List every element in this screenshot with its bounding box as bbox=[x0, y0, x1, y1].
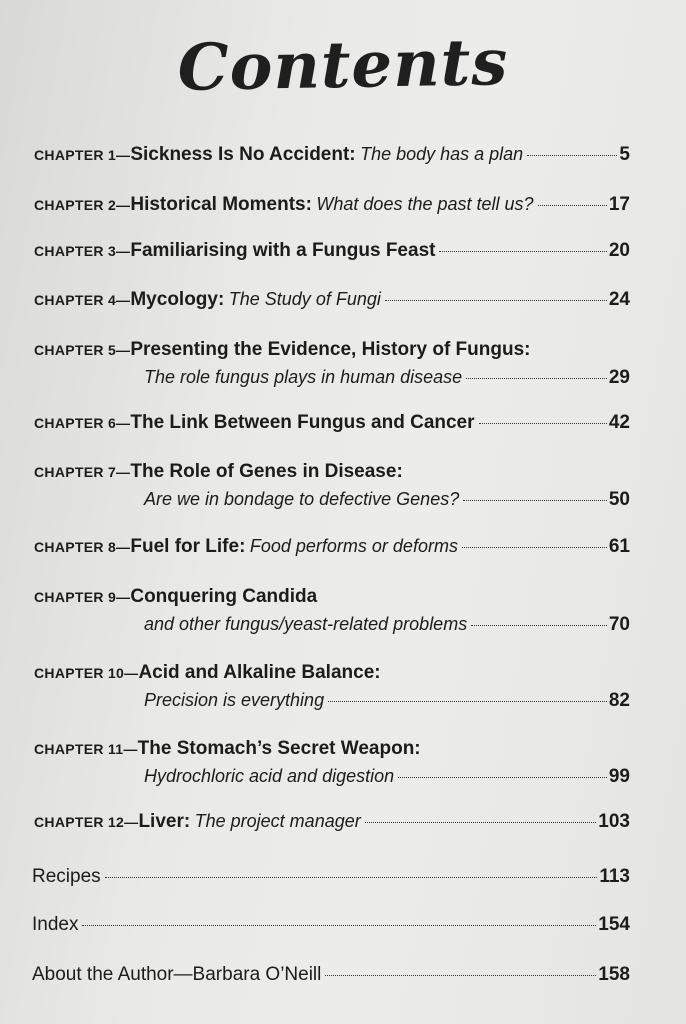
chapter-subtitle: Are we in bondage to defective Genes? bbox=[144, 489, 460, 509]
chapter-subtitle: What does the past tell us? bbox=[316, 194, 534, 214]
dot-leader bbox=[471, 625, 607, 626]
dot-leader bbox=[466, 378, 607, 379]
chapter-subtitle: The Study of Fungi bbox=[228, 289, 381, 309]
dot-leader bbox=[365, 822, 597, 823]
page-number: 82 bbox=[608, 690, 630, 711]
page-number: 29 bbox=[608, 367, 630, 388]
chapter-number: CHAPTER 4— bbox=[34, 292, 131, 308]
chapter-subtitle: The project manager bbox=[194, 811, 361, 831]
chapter-subtitle: The role fungus plays in human disease bbox=[144, 367, 463, 387]
toc-entry-chapter-10[interactable] bbox=[34, 662, 630, 718]
chapter-number: CHAPTER 10— bbox=[34, 665, 139, 681]
chapter-subtitle: Hydrochloric acid and digestion bbox=[144, 766, 395, 786]
toc-entry-chapter-5[interactable] bbox=[34, 339, 630, 395]
chapter-number: CHAPTER 7— bbox=[34, 464, 131, 480]
chapter-number: CHAPTER 3— bbox=[34, 243, 131, 259]
page-number: 50 bbox=[608, 489, 630, 510]
chapter-subtitle: and other fungus/yeast-related problems bbox=[144, 614, 468, 634]
chapter-heading: Mycology: bbox=[130, 289, 225, 310]
page-number: 99 bbox=[608, 766, 630, 787]
chapter-heading: Sickness Is No Accident: bbox=[130, 144, 356, 165]
toc-entry-chapter-8[interactable] bbox=[34, 536, 630, 564]
chapter-heading: Liver: bbox=[138, 811, 191, 832]
dot-leader bbox=[479, 423, 607, 424]
chapter-heading: The Role of Genes in Disease: bbox=[130, 461, 403, 482]
page-number: 154 bbox=[598, 914, 630, 935]
chapter-heading: The Link Between Fungus and Cancer bbox=[130, 412, 475, 433]
chapter-number: CHAPTER 12— bbox=[34, 814, 139, 830]
page-number: 24 bbox=[608, 289, 630, 310]
chapter-number: CHAPTER 11— bbox=[34, 741, 138, 757]
chapter-number: CHAPTER 6— bbox=[34, 415, 131, 431]
chapter-heading: Historical Moments: bbox=[130, 194, 312, 215]
dot-leader bbox=[439, 251, 606, 252]
entry-label: Index bbox=[32, 914, 79, 935]
dot-leader bbox=[385, 300, 607, 301]
chapter-number: CHAPTER 8— bbox=[34, 539, 131, 555]
toc-entry-chapter-3[interactable] bbox=[34, 240, 630, 268]
dot-leader bbox=[538, 205, 607, 206]
toc-entry-chapter-11[interactable] bbox=[34, 738, 630, 794]
chapter-number: CHAPTER 1— bbox=[34, 147, 131, 163]
chapter-heading: Presenting the Evidence, History of Fungus: bbox=[130, 339, 531, 360]
page-number: 17 bbox=[608, 194, 630, 215]
toc-entry-chapter-6[interactable] bbox=[34, 412, 630, 440]
chapter-heading: The Stomach’s Secret Weapon: bbox=[137, 738, 421, 759]
page-number: 158 bbox=[598, 964, 630, 985]
page-number: 103 bbox=[598, 811, 630, 832]
chapter-number: CHAPTER 5— bbox=[34, 342, 131, 358]
dot-leader bbox=[328, 701, 607, 702]
dot-leader bbox=[463, 500, 607, 501]
toc-entry-chapter-7[interactable] bbox=[34, 461, 630, 517]
toc-entry-chapter-12[interactable] bbox=[34, 811, 630, 839]
entry-label: Recipes bbox=[32, 866, 101, 887]
page-number: 20 bbox=[608, 240, 630, 261]
toc-entry-index[interactable] bbox=[32, 914, 630, 942]
chapter-heading: Fuel for Life: bbox=[130, 536, 246, 557]
page-number: 5 bbox=[619, 144, 630, 165]
chapter-number: CHAPTER 2— bbox=[34, 197, 131, 213]
dot-leader bbox=[527, 155, 617, 156]
page-number: 113 bbox=[599, 866, 630, 887]
chapter-subtitle: Precision is everything bbox=[144, 690, 325, 710]
toc-entry-chapter-1[interactable] bbox=[34, 144, 630, 172]
dot-leader bbox=[105, 877, 598, 878]
chapter-heading: Familiarising with a Fungus Feast bbox=[130, 240, 436, 261]
chapter-subtitle: Food performs or deforms bbox=[249, 536, 458, 556]
page-number: 61 bbox=[608, 536, 630, 557]
page-title: Contents bbox=[177, 25, 509, 106]
toc-entry-chapter-4[interactable] bbox=[34, 289, 630, 317]
toc-entry-chapter-2[interactable] bbox=[34, 194, 630, 222]
chapter-subtitle: The body has a plan bbox=[360, 144, 524, 164]
toc-entry-recipes[interactable] bbox=[32, 866, 630, 894]
toc-entry-chapter-9[interactable] bbox=[34, 586, 630, 642]
page-number: 42 bbox=[608, 412, 630, 433]
chapter-number: CHAPTER 9— bbox=[34, 589, 131, 605]
entry-label: About the Author—Barbara O’Neill bbox=[32, 964, 322, 985]
page-number: 70 bbox=[608, 614, 630, 635]
dot-leader bbox=[82, 925, 596, 926]
chapter-heading: Acid and Alkaline Balance: bbox=[138, 662, 381, 683]
dot-leader bbox=[462, 547, 607, 548]
toc-entry-about-author[interactable] bbox=[32, 964, 630, 992]
chapter-heading: Conquering Candida bbox=[130, 586, 318, 607]
dot-leader bbox=[398, 777, 607, 778]
dot-leader bbox=[325, 975, 596, 976]
